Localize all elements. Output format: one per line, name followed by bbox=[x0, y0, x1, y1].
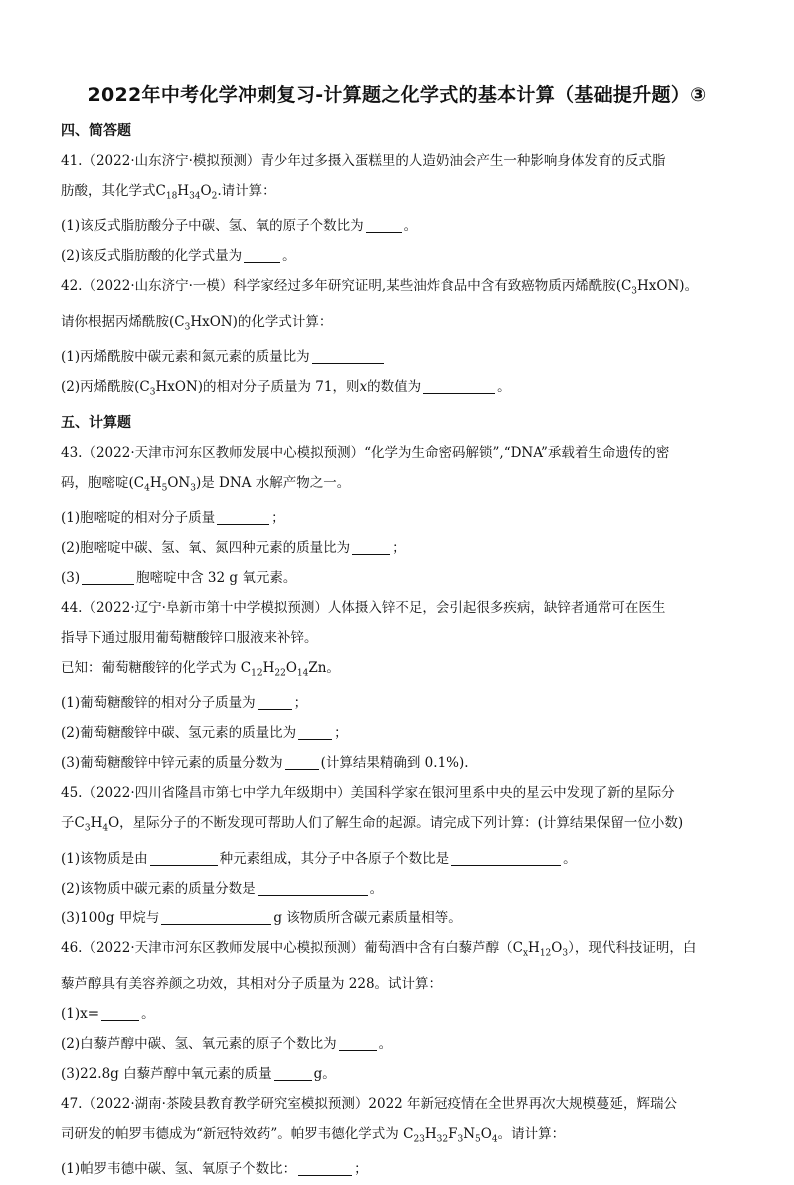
answer-blank[interactable] bbox=[101, 1006, 139, 1021]
question-45-part-3: (3)100g 甲烷与 g 该物质所含碳元素质量相等。 bbox=[61, 910, 462, 927]
question-45-line-2: 子$C_3H_4O$，星际分子的不断发现可帮助人们了解生命的起源。请完成下列计算：(计算结果保留一位小数) bbox=[61, 815, 684, 834]
question-46-part-2: (2)白藜芦醇中碳、氢、氧元素的原子个数比为 。 bbox=[61, 1035, 393, 1052]
answer-blank[interactable] bbox=[82, 570, 134, 585]
answer-blank[interactable] bbox=[339, 1036, 377, 1051]
page-title: 2022年中考化学冲刺复习-计算题之化学式的基本计算（基础提升题）③ bbox=[87, 84, 707, 106]
question-44-line-1: 44.（2022·辽宁·阜新市第十中学模拟预测）人体摄入锌不足，会引起很多疾病，缺锌者通常可在医生 bbox=[61, 600, 666, 617]
question-44-part-3: (3)葡萄糖酸锌中锌元素的质量分数为 (计算结果精确到 0.1%). bbox=[61, 755, 469, 772]
answer-blank[interactable] bbox=[451, 851, 561, 866]
question-46-line-2: 藜芦醇具有美容养颜之功效，其相对分子质量为 228。试计算： bbox=[61, 975, 443, 992]
question-47-line-1: 47.（2022·湖南·茶陵县教育教学研究室模拟预测）2022 年新冠疫情在全世界再次大规模蔓延，辉瑞公 bbox=[61, 1095, 678, 1112]
answer-blank[interactable] bbox=[298, 1161, 352, 1176]
answer-blank[interactable] bbox=[352, 540, 390, 555]
question-44-line-3: 已知：葡萄糖酸锌的化学式为 $C_{12}H_{22}O_{14}Zn$。 bbox=[61, 659, 340, 679]
question-44-part-1: (1)葡萄糖酸锌的相对分子质量为 ； bbox=[61, 695, 308, 712]
question-43-part-1: (1)胞嘧啶的相对分子质量 ； bbox=[61, 510, 285, 527]
question-46-line-1: 46.（2022·天津市河东区教师发展中心模拟预测）葡萄酒中含有白藜芦醇$(C_xH_{12}O_3)$，现代科技证明，白 bbox=[61, 940, 697, 960]
section-heading-calculation: 五、计算题 bbox=[61, 414, 131, 431]
answer-blank[interactable] bbox=[258, 695, 292, 710]
answer-blank[interactable] bbox=[217, 510, 269, 525]
question-46-part-3: (3)22.8g 白藜芦醇中氧元素的质量 g。 bbox=[61, 1065, 336, 1082]
question-45-line-1: 45.（2022·四川省隆昌市第七中学九年级期中）美国科学家在银河里系中央的星云中发现了新的星际分 bbox=[61, 785, 675, 802]
answer-blank[interactable] bbox=[298, 725, 332, 740]
question-41-part-2: (2)该反式脂肪酸的化学式量为 。 bbox=[61, 248, 296, 265]
question-44-line-2: 指导下通过服用葡萄糖酸锌口服液来补锌。 bbox=[61, 629, 318, 646]
answer-blank[interactable] bbox=[161, 910, 271, 925]
question-43-part-2: (2)胞嘧啶中碳、氢、氧、氮四种元素的质量比为 ； bbox=[61, 540, 406, 557]
answer-blank[interactable] bbox=[274, 1066, 312, 1081]
question-41-part-1: (1)该反式脂肪酸分子中碳、氢、氧的原子个数比为 。 bbox=[61, 218, 418, 235]
question-41-line-2: 肪酸，其化学式$C_{18}H_{34}O_2$.请计算： bbox=[61, 182, 276, 202]
question-42-line-2: 请你根据丙烯酰胺$(C_3HxON)$的化学式计算： bbox=[61, 313, 333, 333]
question-42-part-2: (2)丙烯酰胺$(C_3HxON)$的相对分子质量为 71，则x的数值为 。 bbox=[61, 379, 511, 398]
question-47-part-1: (1)帕罗韦德中碳、氢、氧原子个数比： ； bbox=[61, 1161, 368, 1178]
question-43-line-2: 码，胞嘧啶$(C_4H_5ON_3)$是 DNA 水解产物之一。 bbox=[61, 474, 351, 494]
question-43-line-1: 43.（2022·天津市河东区教师发展中心模拟预测）“化学为生命密码解锁”,“DNA”承载着生命遗传的密 bbox=[61, 444, 670, 461]
question-45-part-1: (1)该物质是由 种元素组成，其分子中各原子个数比是 。 bbox=[61, 850, 577, 867]
answer-blank[interactable] bbox=[244, 248, 280, 263]
question-42-part-1: (1)丙烯酰胺中碳元素和氮元素的质量比为 bbox=[61, 343, 741, 373]
answer-blank[interactable] bbox=[312, 349, 384, 364]
question-42-line-1: 42.（2022·山东济宁·一模）科学家经过多年研究证明,某些油炸食品中含有致癌物质丙烯酰胺$(C_3HxON)$。 bbox=[61, 278, 699, 297]
answer-blank[interactable] bbox=[366, 218, 402, 233]
question-44-part-2: (2)葡萄糖酸锌中碳、氢元素的质量比为 ； bbox=[61, 725, 348, 742]
answer-blank[interactable] bbox=[285, 755, 319, 770]
document-body bbox=[61, 117, 741, 1185]
question-47-line-2: 司研发的帕罗韦德成为“新冠特效药”。帕罗韦德化学式为 $C_{23}H_{32}F_3N_5O_4$。请计算： bbox=[61, 1125, 566, 1145]
answer-blank[interactable] bbox=[423, 379, 495, 394]
question-46-part-1: (1)x= 。 bbox=[61, 1005, 155, 1022]
question-45-part-2: (2)该物质中碳元素的质量分数是 。 bbox=[61, 880, 384, 897]
question-43-part-3: (3) 胞嘧啶中含 32 g 氧元素。 bbox=[61, 570, 297, 587]
question-41-line-1: 41.（2022·山东济宁·模拟预测）青少年过多摄入蛋糕里的人造奶油会产生一种影响身体发育的反式脂 bbox=[61, 152, 666, 169]
section-heading-short-answer: 四、简答题 bbox=[61, 123, 131, 139]
answer-blank[interactable] bbox=[258, 881, 368, 896]
answer-blank[interactable] bbox=[150, 851, 218, 866]
